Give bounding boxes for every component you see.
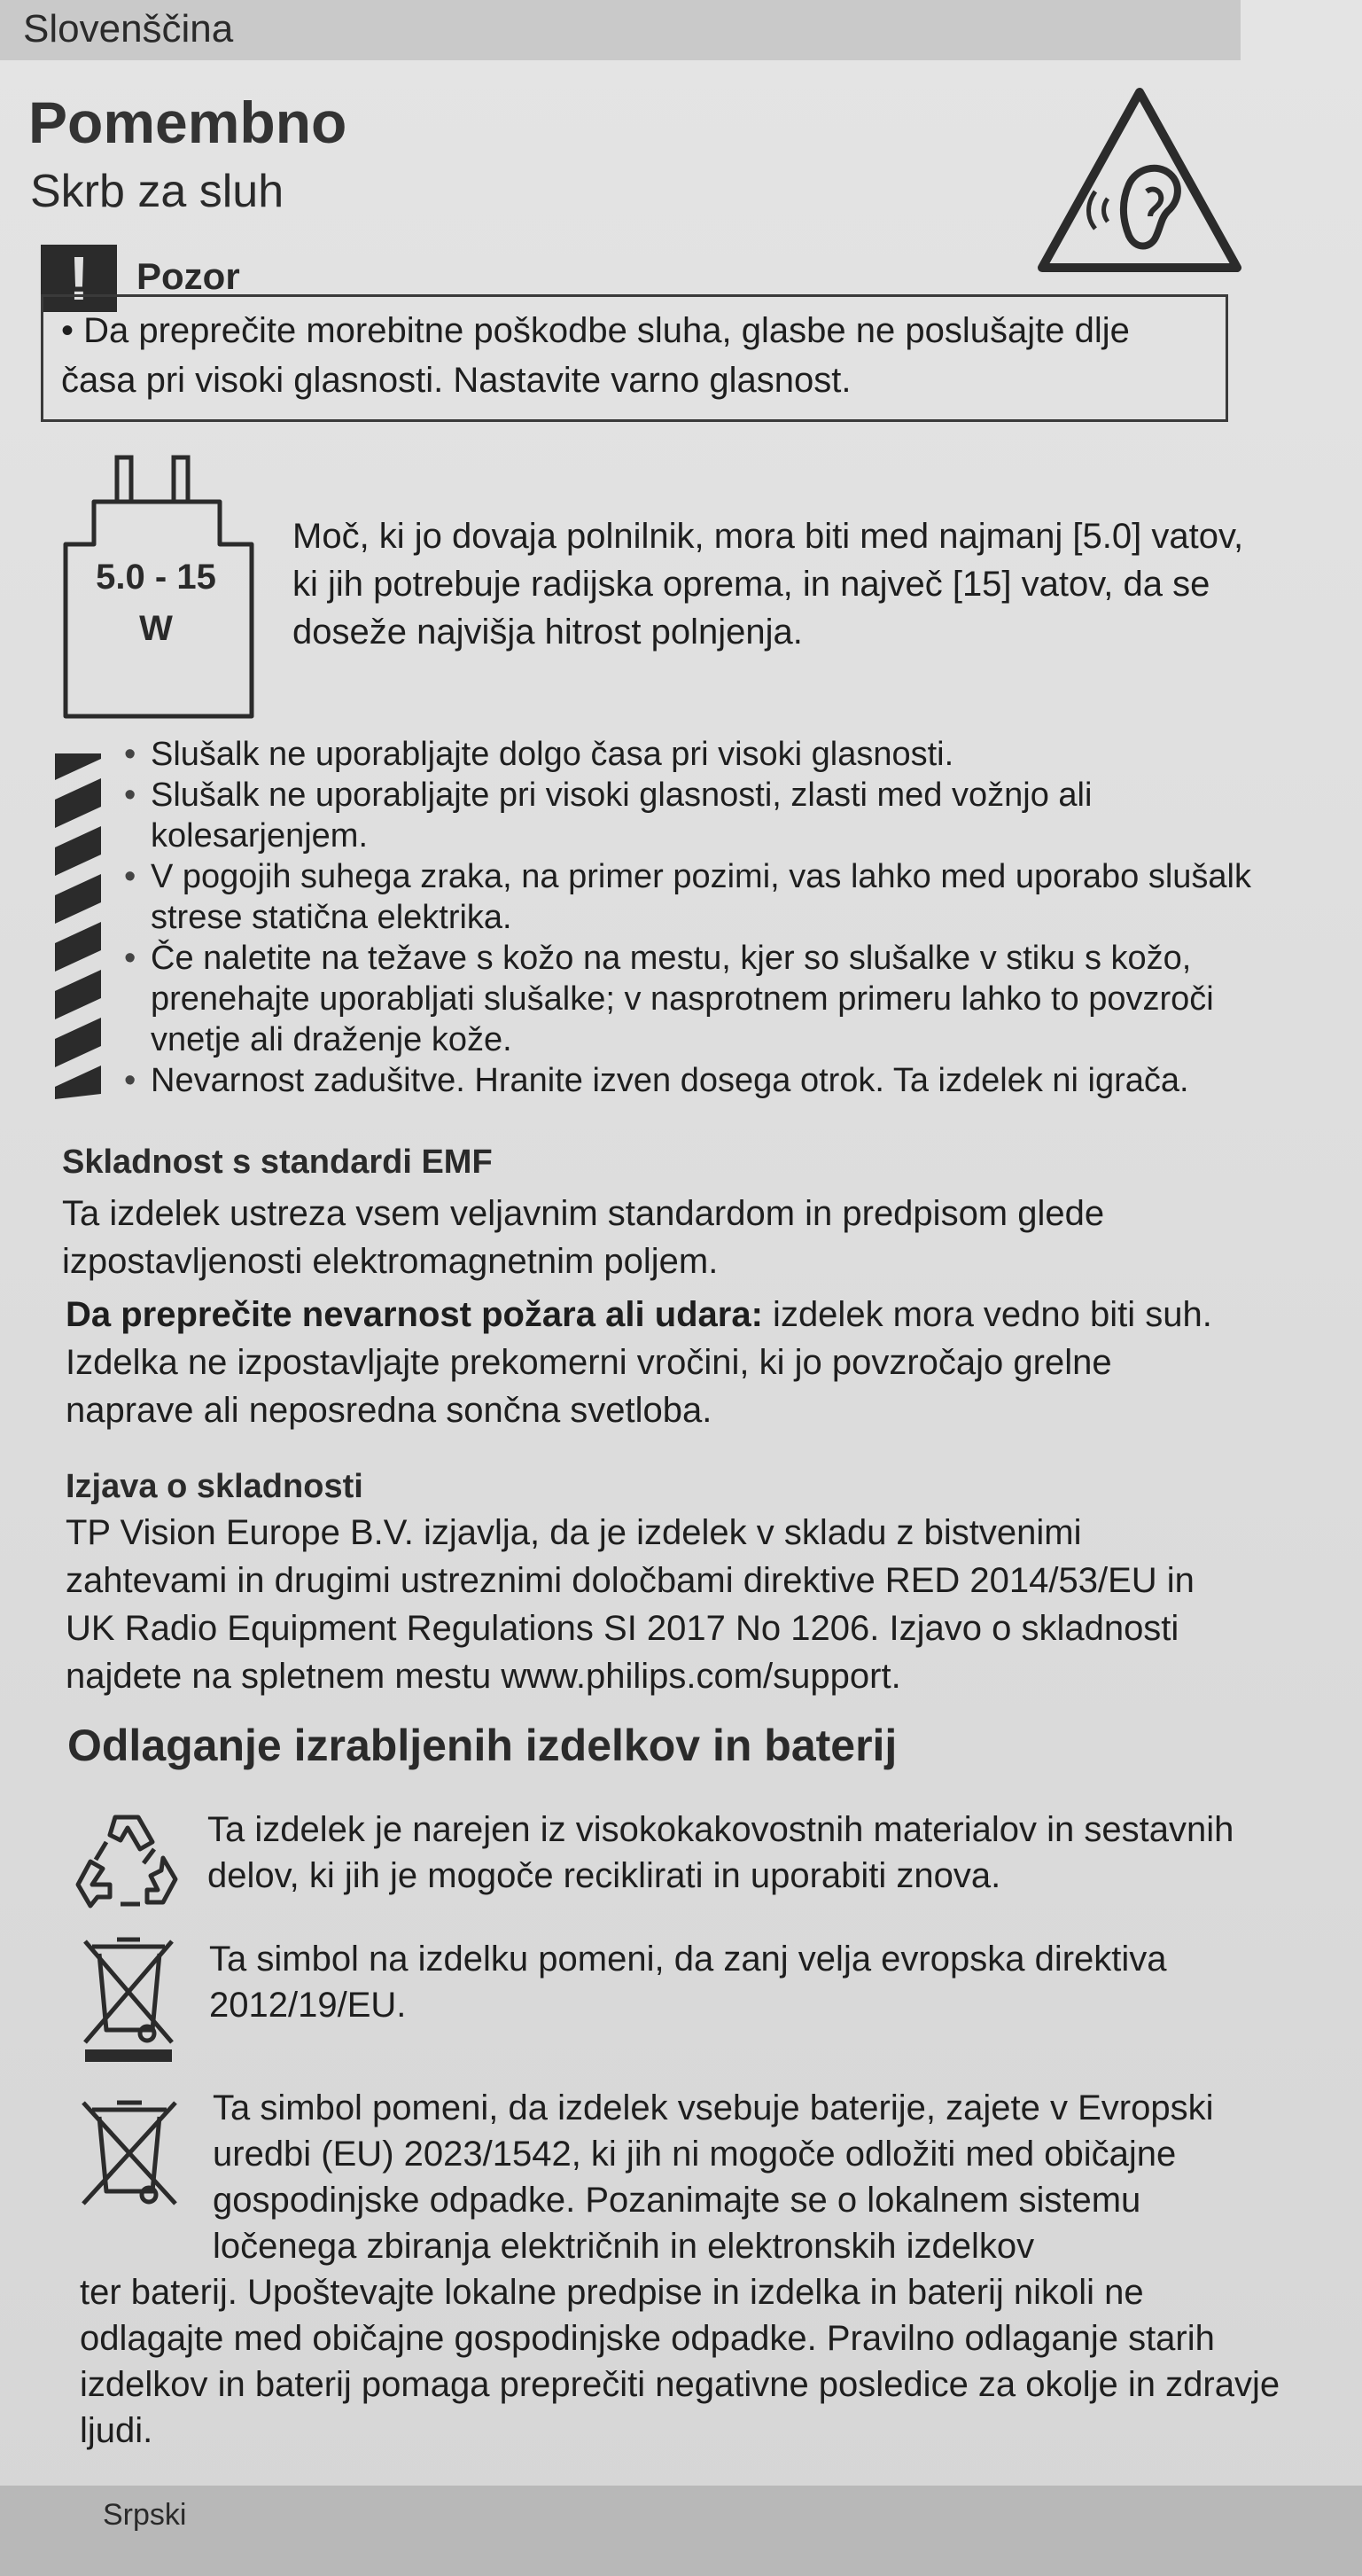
recycle-text: Ta izdelek je narejen iz visokokakovostnih materialov in sestavnih delov, ki jih je mogoče reciklirati in uporabiti znova. xyxy=(207,1810,1234,1895)
fire-warning-text: izdelek mora vedno biti suh. Izdelka ne izpostavljajte prekomerni vročini, ki jo povzročajo grelne naprave ali neposredna sončna svetloba. xyxy=(66,1295,1212,1430)
section-subtitle: Skrb za sluh xyxy=(30,166,284,217)
list-item: • Slušalk ne uporabljajte dolgo časa pri visoki glasnosti. xyxy=(121,734,1272,775)
recycle-icon xyxy=(71,1808,183,1915)
emf-heading: Skladnost s standardi EMF xyxy=(62,1144,493,1181)
warning-list xyxy=(121,734,1272,1101)
declaration-text: TP Vision Europe B.V. izjavlja, da je izdelek v skladu z bistvenimi zahtevami in drugimi ustreznimi določbami direktive RED 2014/53/EU in UK Radio Equipment Regulations SI 2017 No 1206. Izjavo o skladnosti najdete na spletnem mestu www.philips.com/support. xyxy=(66,1513,1195,1696)
battery-text: Ta simbol pomeni, da izdelek vsebuje baterije, zajete v Evropski uredbi (EU) 2023/1542, ki jih ni mogoče odložiti med običajne gospodinjske odpadke. Pozanimajte se o lokalnem sistemu ločenega zbiranja električnih in elektronskih izdelkov xyxy=(213,2088,1214,2266)
crossed-battery-bin-icon xyxy=(80,2096,179,2207)
emf-text: Ta izdelek ustreza vsem veljavnim standardom in predpisom glede izpostavljenosti elektromagnetnim poljem. xyxy=(62,1194,1105,1281)
caution-box xyxy=(41,294,1228,422)
hearing-warning-icon xyxy=(1037,85,1242,275)
crossed-bin-icon xyxy=(82,1932,175,2062)
charger-text: Moč, ki jo dovaja polnilnik, mora biti med najmanj [5.0] vatov, ki jih potrebuje radijska oprema, in največ [15] vatov, da se doseže najvišja hitrost polnjenja. xyxy=(292,517,1244,652)
list-item: • Če naletite na težave s kožo na mestu, kjer so slušalke v stiku s kožo, prenehajte uporabljati slušalke; v nasprotnem primeru lahko to povzroči vnetje ali draženje kože. xyxy=(121,938,1272,1060)
next-language-label: Srpski xyxy=(103,2498,187,2532)
caution-label: Pozor xyxy=(136,255,240,297)
page-title: Pomembno xyxy=(28,90,347,155)
weee-text: Ta simbol na izdelku pomeni, da zanj velja evropska direktiva 2012/19/EU. xyxy=(209,1940,1167,2025)
declaration-heading: Izjava o skladnosti xyxy=(66,1468,363,1505)
exclamation-icon: ! xyxy=(41,245,117,312)
battery-text-continued: ter baterij. Upoštevajte lokalne predpise in izdelka in baterij nikoli ne odlagajte med običajne gospodinjske odpadke. Pravilno odlaganje starih izdelkov in baterij pomaga preprečiti negativne posledice za okolje in zdravje ljudi. xyxy=(80,2273,1280,2450)
fire-warning-bold: Da preprečite nevarnost požara ali udara: xyxy=(66,1295,763,1334)
next-language-tab xyxy=(0,2486,1362,2576)
disposal-heading: Odlaganje izrabljenih izdelkov in baterij xyxy=(67,1721,898,1770)
language-label: Slovenščina xyxy=(23,7,234,51)
hazard-stripe-icon xyxy=(55,753,101,1099)
language-tab xyxy=(0,0,1241,60)
caution-text: • Da preprečite morebitne poškodbe sluha, glasbe ne poslušajte dlje časa pri visoki glasnosti. Nastavite varno glasnost. xyxy=(61,311,1130,400)
list-item: • Slušalk ne uporabljajte pri visoki glasnosti, zlasti med vožnjo ali kolesarjenjem. xyxy=(121,775,1272,856)
list-item: • V pogojih suhega zraka, na primer pozimi, vas lahko med uporabo slušalk strese statična elektrika. xyxy=(121,856,1272,938)
charger-wattage-label: 5.0 - 15 W xyxy=(96,558,216,648)
list-item: • Nevarnost zadušitve. Hranite izven dosega otrok. Ta izdelek ni igrača. xyxy=(121,1060,1272,1101)
fire-warning-paragraph xyxy=(66,1291,1235,1434)
